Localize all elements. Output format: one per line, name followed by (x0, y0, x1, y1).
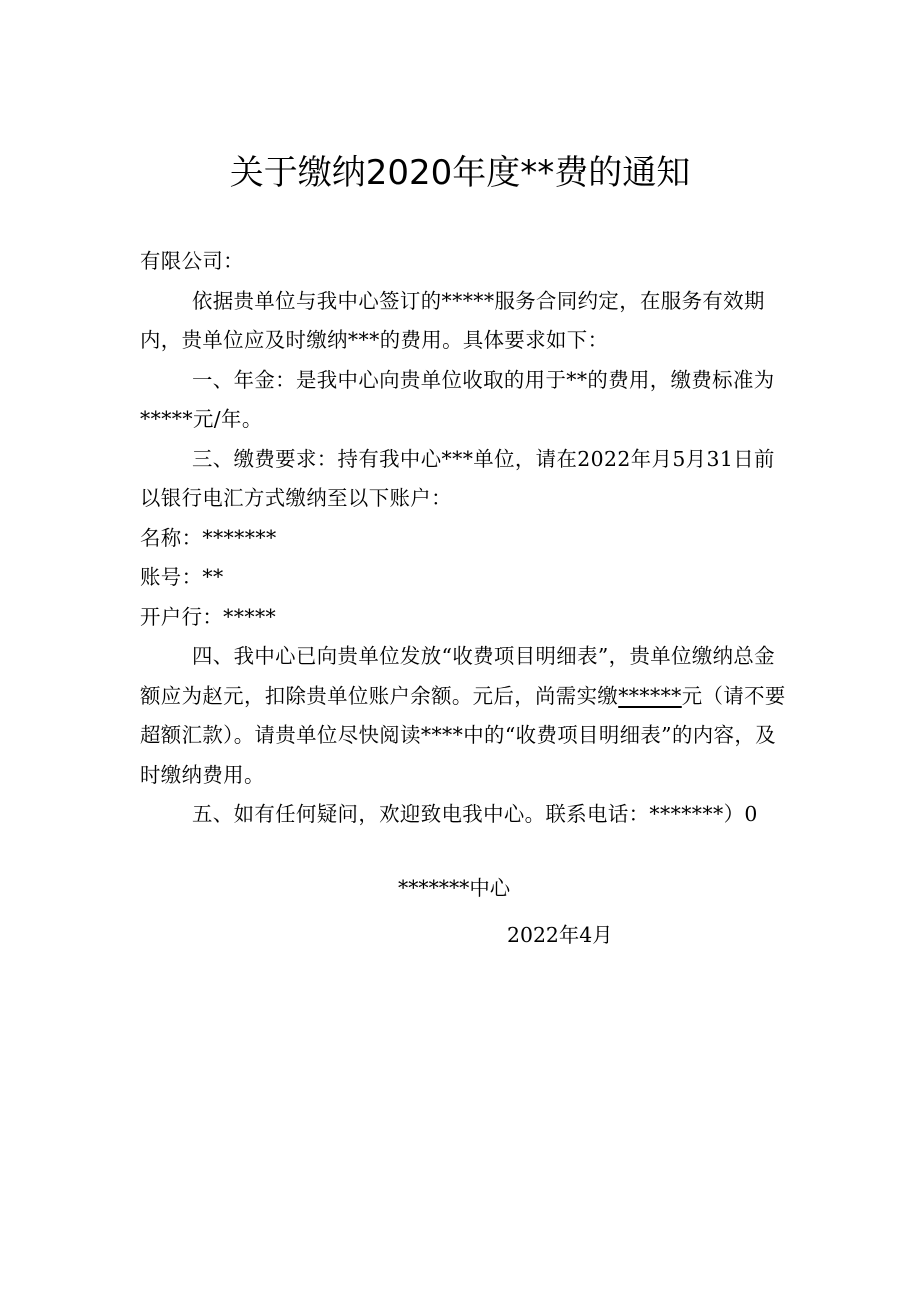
document-date: 2022年4月 (507, 923, 613, 947)
account-number: 账号：** (140, 565, 224, 589)
document-title: 关于缴纳2020年度**费的通知 (229, 153, 691, 193)
signature: *******中心 (398, 876, 511, 900)
paragraph-payment-requirements: 三、缴费要求：持有我中心***单位，请在2022年月5月31日前以银行电汇方式缴纳至以下账户： (140, 446, 775, 510)
account-name: 名称：******* (140, 525, 277, 550)
account-bank: 开户行：***** (140, 604, 277, 629)
fee-details-before: 四、我中心已向贵单位发放“收费项目明细表”，贵单位缴纳总金额应为赵元，扣除贵单位账户余额。元后，尚需实缴 (140, 644, 776, 708)
salutation: 有限公司： (140, 249, 244, 273)
amount-due-underlined: ****** (618, 683, 682, 708)
paragraph-contract: 依据贵单位与我中心签订的*****服务合同约定，在服务有效期内，贵单位应及时缴纳***的费用。具体要求如下： (140, 288, 765, 352)
document-body (140, 242, 790, 835)
paragraph-annual-fee: 一、年金：是我中心向贵单位收取的用于**的费用，缴费标准为*****元/年。 (140, 367, 775, 431)
fee-details-after: 元（请不要超额汇款）。请贵单位尽快阅读****中的“收费项目明细表”的内容，及时缴纳费用。 (140, 683, 786, 787)
paragraph-contact: 五、如有任何疑问，欢迎致电我中心。联系电话：*******）0 (192, 802, 758, 826)
paragraph-fee-details (140, 637, 790, 795)
